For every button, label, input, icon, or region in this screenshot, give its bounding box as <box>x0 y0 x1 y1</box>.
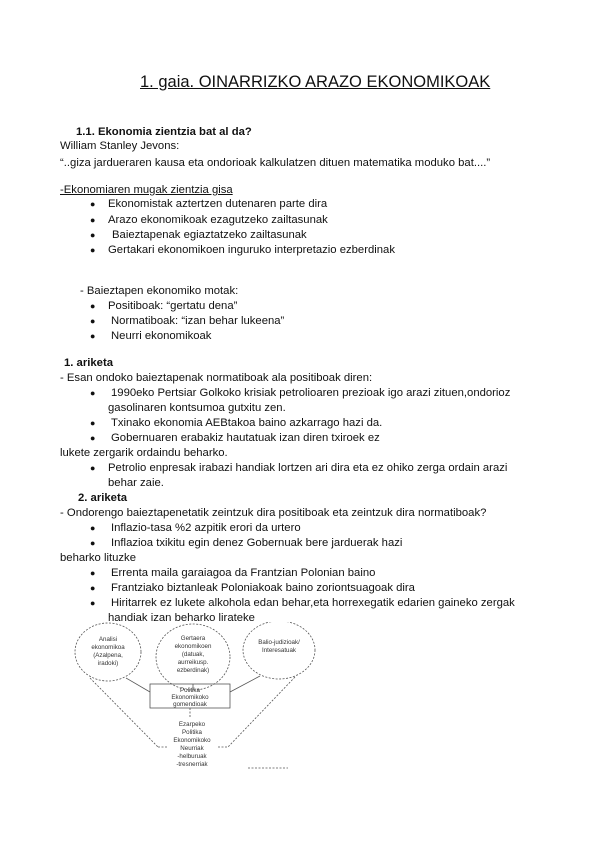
statements-heading: - Baieztapen ekonomiko motak: <box>80 285 239 297</box>
exercise2-heading: 2. ariketa <box>78 492 127 504</box>
quote-author: William Stanley Jevons: <box>60 140 180 152</box>
diagram-arrow <box>230 676 260 692</box>
diagram-right-label: Interesatuak <box>261 647 297 654</box>
diagram-bottom-label: -tresnerriak <box>176 761 208 768</box>
bullet-icon: ● <box>90 331 96 341</box>
bullet-icon: ● <box>90 388 96 398</box>
bullet-icon: ● <box>90 301 96 311</box>
list-item: Inflazio-tasa %2 azpitik erori da urtero <box>111 522 301 534</box>
diagram-bottom-label: Politika <box>182 729 202 736</box>
diagram-left-label: Analisi <box>98 636 118 643</box>
diagram-bottom-label: Ekonomikoko <box>173 737 211 744</box>
diagram-left-label: iradoki) <box>97 660 119 667</box>
section-heading: 1.1. Ekonomia zientzia bat al da? <box>76 126 252 138</box>
list-item-continuation: gasolinaren kontsumoa gutxitu zen. <box>108 402 286 414</box>
diagram-right-label: Balio-judizioak/ <box>258 639 300 646</box>
diagram-left-label: (Azalpena, <box>93 652 123 659</box>
diagram-center-label: ezberdinak) <box>176 667 210 674</box>
diagram-center-label: (datuak, <box>181 651 205 658</box>
diagram-center-label: ekonomikoen <box>174 643 212 650</box>
list-item: Normatiboak: “izan behar lukeena” <box>111 315 285 327</box>
exercise1-prompt: - Esan ondoko baieztapenak normatiboak ala positiboak diren: <box>60 372 373 384</box>
list-item: Hiritarrek ez lukete alkohola edan behar,eta horrexegatik edarien gaineko zergak <box>111 597 515 609</box>
list-item: Positiboak: “gertatu dena” <box>108 300 238 312</box>
diagram-bottom-label: Neurriak <box>180 745 204 752</box>
list-item: Gobernuaren erabakiz hautatuak izan diren txiroek ez <box>111 432 380 444</box>
bullet-icon: ● <box>90 463 96 473</box>
page-title <box>78 73 490 92</box>
list-item: Arazo ekonomikoak ezagutzeko zailtasunak <box>108 214 328 226</box>
list-item-continuation: lukete zergarik ordaindu beharko. <box>60 447 228 459</box>
bullet-icon: ● <box>90 583 96 593</box>
diagram-connector <box>90 678 158 747</box>
list-item: Gertakari ekonomikoen inguruko interpretazio ezberdinak <box>108 244 395 256</box>
bullet-icon: ● <box>90 316 96 326</box>
bullet-icon: ● <box>90 215 96 225</box>
diagram-left-label: ekonomikoa <box>91 644 125 651</box>
diagram-box-label: Ekonomikoko <box>171 694 209 701</box>
bullet-icon: ● <box>90 418 96 428</box>
bullet-icon: ● <box>90 245 96 255</box>
quote-text: “..giza jardueraren kausa eta ondorioak kalkulatzen dituen matematika moduko bat....” <box>60 157 491 169</box>
diagram-bottom-label: Ezarpeko <box>178 721 206 728</box>
list-item: Neurri ekonomikoak <box>111 330 212 342</box>
diagram-bottom-label: -helburuak <box>177 753 207 760</box>
exercise1-heading: 1. ariketa <box>64 357 113 369</box>
list-item: Inflazioa txikitu egin denez Gobernuak bere jarduerak hazi <box>111 537 403 549</box>
list-item: Txinako ekonomia AEBtakoa baino azkarrago hazi da. <box>111 417 383 429</box>
list-item: Petrolio enpresak irabazi handiak lortzen ari dira eta ez ohiko zerga ordain arazi <box>108 462 508 474</box>
limits-heading: -Ekonomiaren mugak zientzia gisa <box>60 184 233 196</box>
list-item: Frantziako biztanleak Poloniakoak baino zoriontsuagoak dira <box>111 582 415 594</box>
bullet-icon: ● <box>90 433 96 443</box>
bullet-icon: ● <box>90 523 96 533</box>
list-item-continuation: beharko lituzke <box>60 552 136 564</box>
list-item: 1990eko Pertsiar Golkoko krisiak petrolioaren prezioak igo arazi zituen,ondorioz <box>111 387 511 399</box>
list-item-continuation: handiak izan beharko lirateke <box>108 612 255 624</box>
economics-diagram <box>70 622 320 774</box>
exercise2-prompt: - Ondorengo baieztapenetatik zeintzuk dira positiboak eta zeintzuk dira normatiboak? <box>60 507 487 519</box>
diagram-box-label: Politika <box>180 687 200 694</box>
page-title-text: 1. gaia. OINARRIZKO ARAZO EKONOMIKOAK <box>140 73 491 91</box>
bullet-icon: ● <box>90 230 96 240</box>
diagram-center-label: aurreikusp. <box>177 659 209 666</box>
list-item-continuation: behar zaie. <box>108 477 164 489</box>
diagram-arrow <box>126 678 150 692</box>
bullet-icon: ● <box>90 199 96 209</box>
list-item: Ekonomistak aztertzen dutenaren parte dira <box>108 198 328 210</box>
list-item: Errenta maila garaiagoa da Frantzian Polonian baino <box>111 567 376 579</box>
diagram-center-label: Gertaera <box>180 635 206 642</box>
list-item: Baieztapenak egiaztatzeko zailtasunak <box>112 229 307 241</box>
diagram-box-label: gomendioak <box>173 701 207 708</box>
bullet-icon: ● <box>90 598 96 608</box>
bullet-icon: ● <box>90 568 96 578</box>
bullet-icon: ● <box>90 538 96 548</box>
